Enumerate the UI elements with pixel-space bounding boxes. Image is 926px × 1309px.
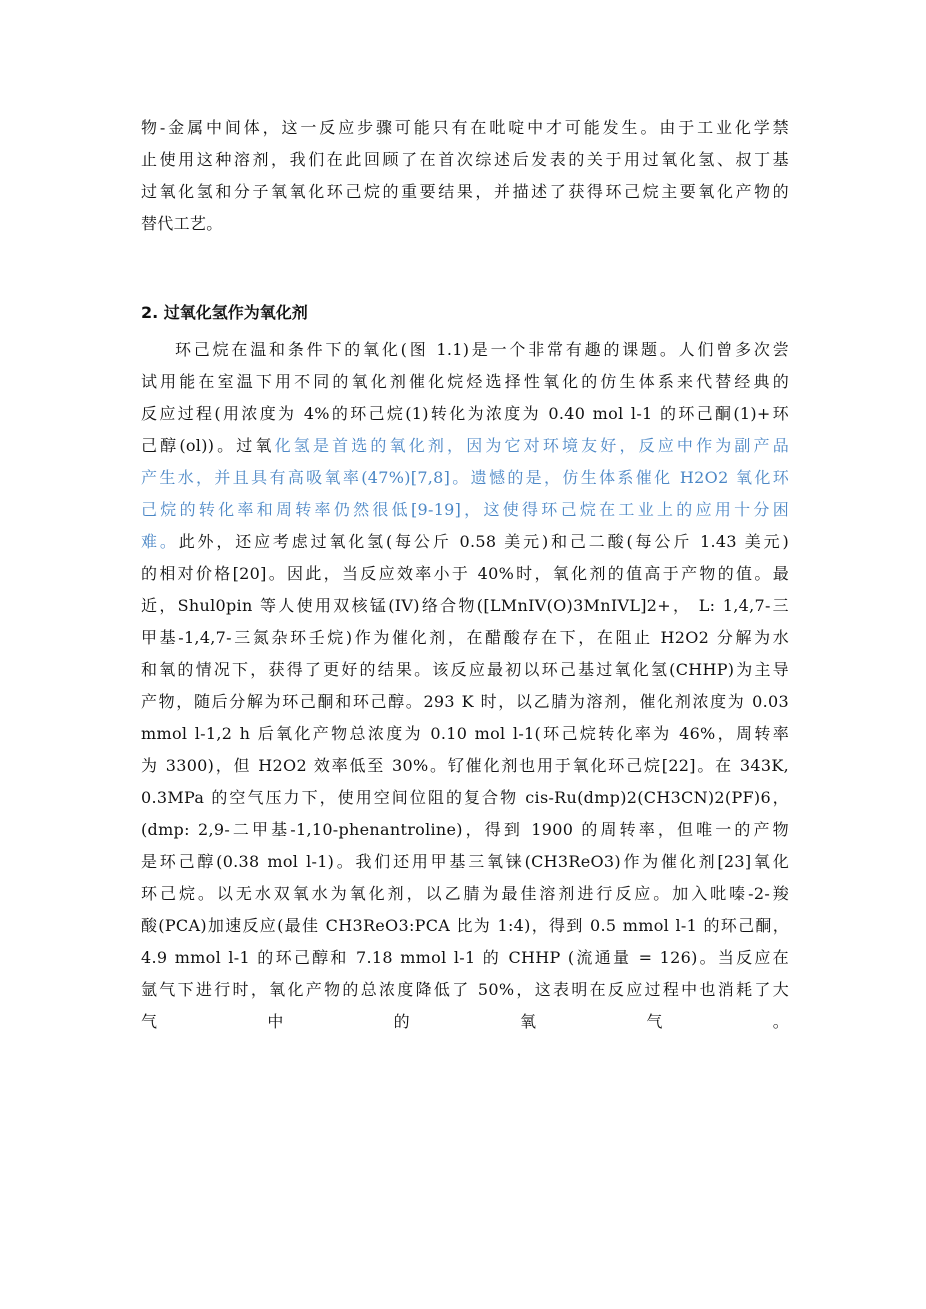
text-line: 为 3300)，但 H2O2 效率低至 30%。钌催化剂也用于氧化环己烷[22]。在 343K, — [141, 756, 789, 775]
text-line: 和氧的情况下，获得了更好的结果。该反应最初以环己基过氧化氢(CHHP)为主导 — [141, 660, 789, 679]
highlighted-text-segment: 化氢是首选的氧化剂，因为它对环境友好，反应中作为副产品 — [274, 436, 789, 455]
text-line: 4.9 mmol l-1 的环己醇和 7.18 mmol l-1 的 CHHP (流通量 = 126)。当反应在 — [141, 948, 789, 967]
text-line: 气中的氧气。 — [141, 1012, 789, 1031]
text-line: 环己烷。以无水双氧水为氧化剂，以乙腈为最佳溶剂进行反应。加入吡嗪-2-羧 — [141, 884, 789, 903]
text-line: 产物，随后分解为环己酮和环己醇。293 K 时，以乙腈为溶剂，催化剂浓度为 0.03 — [141, 692, 789, 711]
text-line: 过氧化氢和分子氧氧化环己烷的重要结果，并描述了获得环己烷主要氧化产物的 — [141, 182, 789, 201]
highlighted-text-line: 产生水，并且具有高吸氧率(47%)[7,8]。遗憾的是，仿生体系催化 H2O2 氧化环 — [141, 468, 789, 487]
text-line: mmol l-1,2 h 后氧化产物总浓度为 0.10 mol l-1(环己烷转化率为 46%，周转率 — [141, 724, 789, 743]
text-line: 环己烷在温和条件下的氧化(图 1.1)是一个非常有趣的课题。人们曾多次尝 — [175, 340, 789, 359]
text-line: 物-金属中间体，这一反应步骤可能只有在吡啶中才可能发生。由于工业化学禁 — [141, 118, 789, 137]
text-line: (dmp: 2,9-二甲基-1,10-phenantroline)，得到 1900 的周转率，但唯一的产物 — [141, 820, 789, 839]
highlighted-text-line: 己烷的转化率和周转率仍然很低[9-19]，这使得环己烷在工业上的应用十分困 — [141, 500, 789, 519]
text-segment: 己醇(ol))。过氧 — [141, 436, 275, 455]
text-line: 氩气下进行时，氧化产物的总浓度降低了 50%，这表明在反应过程中也消耗了大 — [141, 980, 789, 999]
text-line-mixed — [141, 526, 789, 558]
text-line: 是环己醇(0.38 mol l-1)。我们还用甲基三氧铼(CH3ReO3)作为催化剂[23]氧化 — [141, 852, 789, 871]
text-line: 酸(PCA)加速反应(最佳 CH3ReO3:PCA 比为 1:4)，得到 0.5 mmol l-1 的环己酮， — [141, 916, 789, 935]
text-line-mixed — [141, 430, 789, 462]
text-line: 止使用这种溶剂，我们在此回顾了在首次综述后发表的关于用过氧化氢、叔丁基 — [141, 150, 789, 169]
text-line: 替代工艺。 — [141, 214, 223, 233]
highlighted-text-segment: 难。 — [141, 532, 179, 551]
text-segment: 此外，还应考虑过氧化氢(每公斤 0.58 美元)和己二酸(每公斤 1.43 美元) — [178, 532, 789, 551]
text-line: 试用能在室温下用不同的氧化剂催化烷烃选择性氧化的仿生体系来代替经典的 — [141, 372, 789, 391]
paragraph-intro — [141, 112, 789, 240]
text-line: 近，Shul0pin 等人使用双核锰(IV)络合物([LMnIV(O)3MnIVL]2+， L: 1,4,7-三 — [141, 596, 789, 615]
text-line: 0.3MPa 的空气压力下，使用空间位阻的复合物 cis-Ru(dmp)2(CH3CN)2(PF)6， — [141, 788, 789, 807]
text-line: 的相对价格[20]。因此，当反应效率小于 40%时，氧化剂的值高于产物的值。最 — [141, 564, 789, 583]
section-heading: 2. 过氧化氢作为氧化剂 — [141, 303, 308, 322]
text-line: 甲基-1,4,7-三氮杂环壬烷)作为催化剂，在醋酸存在下，在阻止 H2O2 分解为水 — [141, 628, 789, 647]
paragraph-section2 — [141, 334, 789, 1070]
text-line: 反应过程(用浓度为 4%的环己烷(1)转化为浓度为 0.40 mol l-1 的环己酮(1)+环 — [141, 404, 789, 423]
text-line — [141, 1038, 789, 1070]
